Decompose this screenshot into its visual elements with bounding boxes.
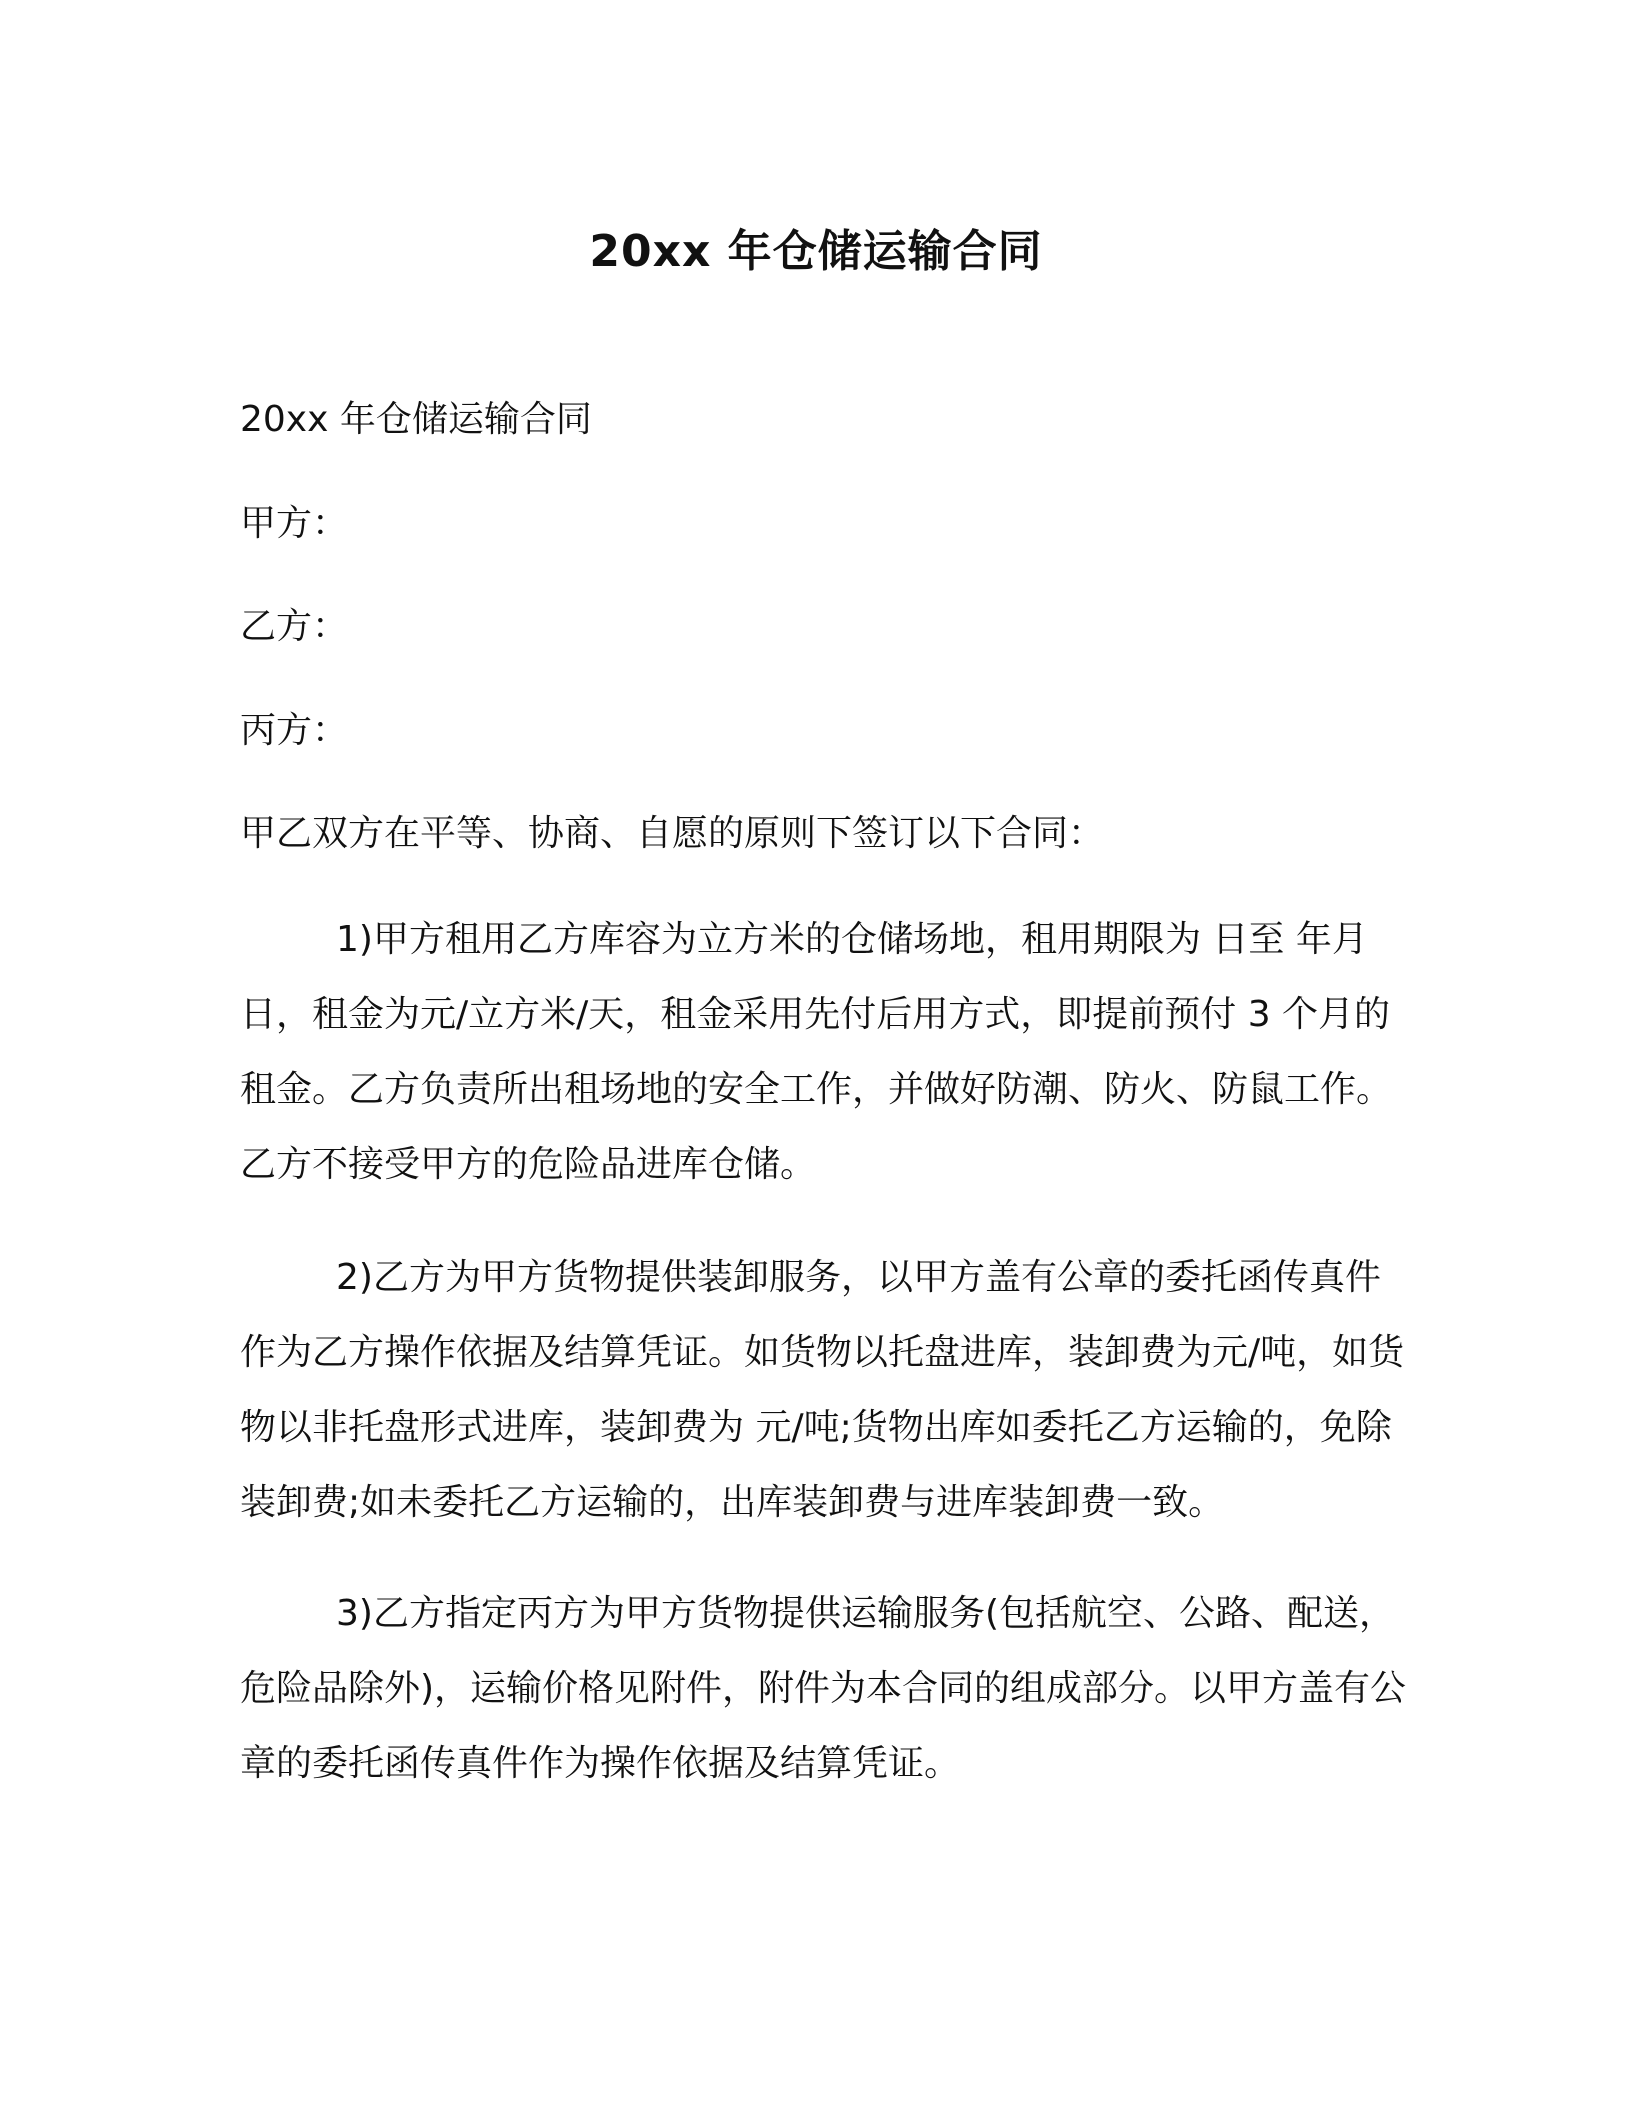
document-title: 20xx 年仓储运输合同 bbox=[589, 226, 1043, 277]
clause-3: 3)乙方指定丙方为甲方货物提供运输服务(包括航空、公路、配送，危险品除外)，运输价格见附件，附件为本合同的组成部分。以甲方盖有公章的委托函传真件作为操作依据及结算凭证。 bbox=[240, 1593, 1407, 1784]
party-b-label: 乙方： bbox=[240, 606, 349, 647]
clause-2: 2)乙方为甲方货物提供装卸服务，以甲方盖有公章的委托函传真件作为乙方操作依据及结算凭证。如货物以托盘进库，装卸费为元/吨，如货物以非托盘形式进库，装卸费为 元/吨;货物出库如委托乙方运输的，免除装卸费;如未委托乙方运输的，出库装卸费与进库装卸费一致。 bbox=[240, 1257, 1405, 1523]
clause-1: 1)甲方租用乙方库容为立方米的仓储场地，租用期限为 日至 年月 日，租金为元/立方米/天，租金采用先付后用方式，即提前预付 3 个月的租金。乙方负责所出租场地的安全工作，并做好防潮、防火、防鼠工作。乙方不接受甲方的危险品进库仓储。 bbox=[240, 919, 1393, 1185]
document-subtitle: 20xx 年仓储运输合同 bbox=[240, 399, 592, 440]
party-c-label: 丙方： bbox=[240, 710, 349, 751]
party-a-label: 甲方： bbox=[240, 503, 349, 544]
intro-paragraph: 甲乙双方在平等、协商、自愿的原则下签订以下合同： bbox=[240, 813, 1105, 854]
